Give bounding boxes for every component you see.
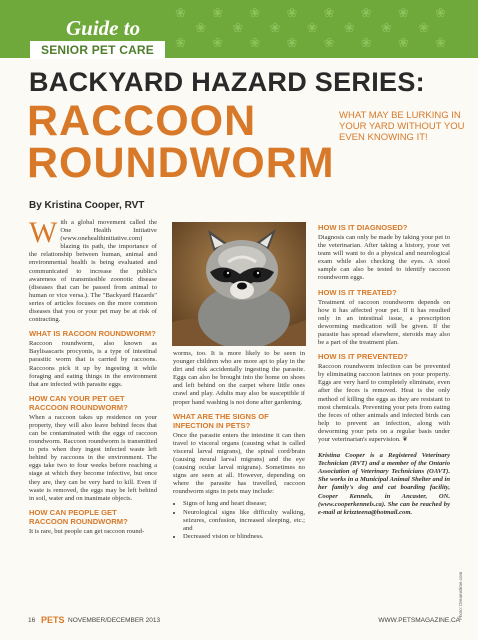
paragraph-what-is: Raccoon roundworm, also known as Baylisascaris procyonis, is a type of intestinal parasitic worm that is carried by raccoons. Raccoons pick it up by ingesting it while foraging and eating things in the environment that are infected with parasite eggs. [29, 340, 157, 388]
paragraph-how-pet-get: When a raccoon takes up residence on your property, they will also leave behind feces that can be contaminated with the eggs of raccoon roundworm. Raccoon roundworm is transmitted to pets when they ingest infected waste left behind by raccoons in the environment. The eggs take two to four weeks before reaching a stage at which they become infective, but once they are, they can be very hard to kill. Even if waste is removed, the eggs may be left behind in soil, water and on inanimate objects. [29, 413, 157, 502]
drop-cap: W [29, 216, 58, 249]
magazine-name: PETS [41, 615, 65, 625]
heading-signs: WHAT ARE THE SIGNS OF INFECTION IN PETS? [173, 411, 269, 430]
heading-treated: HOW IS IT TREATED? [318, 287, 397, 297]
paragraph-signs: Once the parasite enters the intestine it can then travel to visceral organs (causing what is called visceral larval migrans), the spinal cord/brain (causing neural larval migrans) and the eye (causing ocular larval migrans). Sometimes no signs are seen at all. However, depending on where the parasite has travelled, raccoon roundworm signs in pets may include: [173, 431, 305, 496]
issue-date: NOVEMBER/DECEMBER 2013 [68, 617, 161, 624]
column-1 [29, 216, 157, 540]
subtitle: WHAT MAY BE LURKING IN YOUR YARD WITHOUT YOU EVEN KNOWING IT! [339, 110, 465, 143]
heading-how-pet-get: HOW CAN YOUR PET GET RACCOON ROUNDWORM? [29, 393, 128, 412]
paragraph-treated: Treatment of raccoon roundworm depends on how it has affected your pet. If it has resulted only in an intestinal issue, a prescription deworming medication will be given. If the parasite has spread elsewhere, steroids may also be a part of the treatment plan. [318, 298, 450, 347]
author-bio: Kristina Cooper is a Registered Veterinary Technician (RVT) and a member of the Ontario Association of Veterinary Technicians (OAVT). She works in a Municipal Animal Shelter and in her family's dog and cat boarding facility, Cooper Kennels, in Ancaster, ON. (www.cooperkennels.ca). She can be reached by e-mail at krizzteena@hotmail.com. [318, 452, 450, 516]
guide-to-label: Guide to [66, 16, 141, 40]
intro-paragraph: With a global movement called the One Health Initiative (www.onehealthinitiative.com) blazing its path, the importance of the relationship between human, animal and environmental health is being evaluated and communicated to increase the public's awareness of transmissible zoonotic disease (diseases that can be passed from animal to human or vice versa.). The "Backyard Hazards" series of articles focuses on the more common diseases that you or your pet may be at risk of contracting. [29, 216, 157, 324]
heading-what-is: WHAT IS RACOON ROUNDWORM? [29, 329, 156, 339]
page-footer [28, 615, 460, 627]
paragraph-prevented: Raccoon roundworm infection can be prevented by eliminating raccoon latrines on your property. Eggs are very hard to completely eliminate, even after the feces is removed. Heat is the only method of killing the eggs as they are resistant to most chemicals. Preventing your pets from eating the feces of other animals and infected birds can help to prevent an infection, along with deworming your pets on a regular basis under your veterinarian's supervision. ❦ [318, 363, 450, 443]
photo-credit: Photo: Dreamstime.com [458, 571, 463, 620]
list-item: • Signs of lung and heart disease; [183, 500, 305, 508]
column-2 [173, 350, 305, 541]
headline-roundworm: ROUNDWORM [27, 139, 335, 187]
signs-list [173, 500, 305, 540]
heading-diagnosed: HOW IS IT DIAGNOSED? [318, 223, 408, 232]
section-label: SENIOR PET CARE [30, 41, 165, 59]
paragraph-how-people-get: It is rare, but people can get raccoon round- [29, 527, 145, 535]
column-3 [318, 223, 450, 521]
paragraph-people-continued: worms, too. It is more likely to be seen in younger children who are more apt to play in the dirt and risk accidentally ingesting the parasite. Eggs can also be brought into the home on shoes and left behind on the carpet where little ones crawl and play. Adults may also be susceptible if proper hand washing is not done after gardening. [173, 350, 305, 406]
paw-print-pattern-icon: ❀ ❀ ❀ ❀ ❀ ❀ ❀ ❀ ❀ ❀ ❀ ❀ ❀ ❀ ❀ ❀ ❀ ❀ ❀ ❀ ❀ ❀ ❀ [175, 6, 452, 51]
page-number: 16 [28, 617, 36, 624]
heading-how-people-get: HOW CAN PEOPLE GET RACCOON ROUNDWORM? [29, 507, 128, 526]
raccoon-photo [172, 222, 306, 346]
website-url: WWW.PETSMAGAZINE.CA [378, 617, 460, 624]
raccoon-illustration [172, 222, 306, 346]
heading-prevented: HOW IS IT PREVENTED? [318, 352, 408, 362]
list-item: • Neurological signs like difficulty walking, seizures, confusion, increased sleeping, etc.; and [183, 509, 305, 533]
headline-raccoon: RACCOON [27, 97, 257, 145]
end-mark-icon: ❦ [402, 435, 408, 443]
list-item: • Decreased vision or blindness. [183, 533, 305, 541]
paragraph-diagnosed: Diagnosis can only be made by taking your pet to the veterinarian. After taking a history, your vet team will want to do a physical and neurological exam while also checking the eyes. A stool sample can also be tested to identify raccoon roundworm eggs. [318, 234, 450, 282]
byline: By Kristina Cooper, RVT [29, 200, 145, 211]
series-title: BACKYARD HAZARD SERIES: [29, 67, 425, 97]
